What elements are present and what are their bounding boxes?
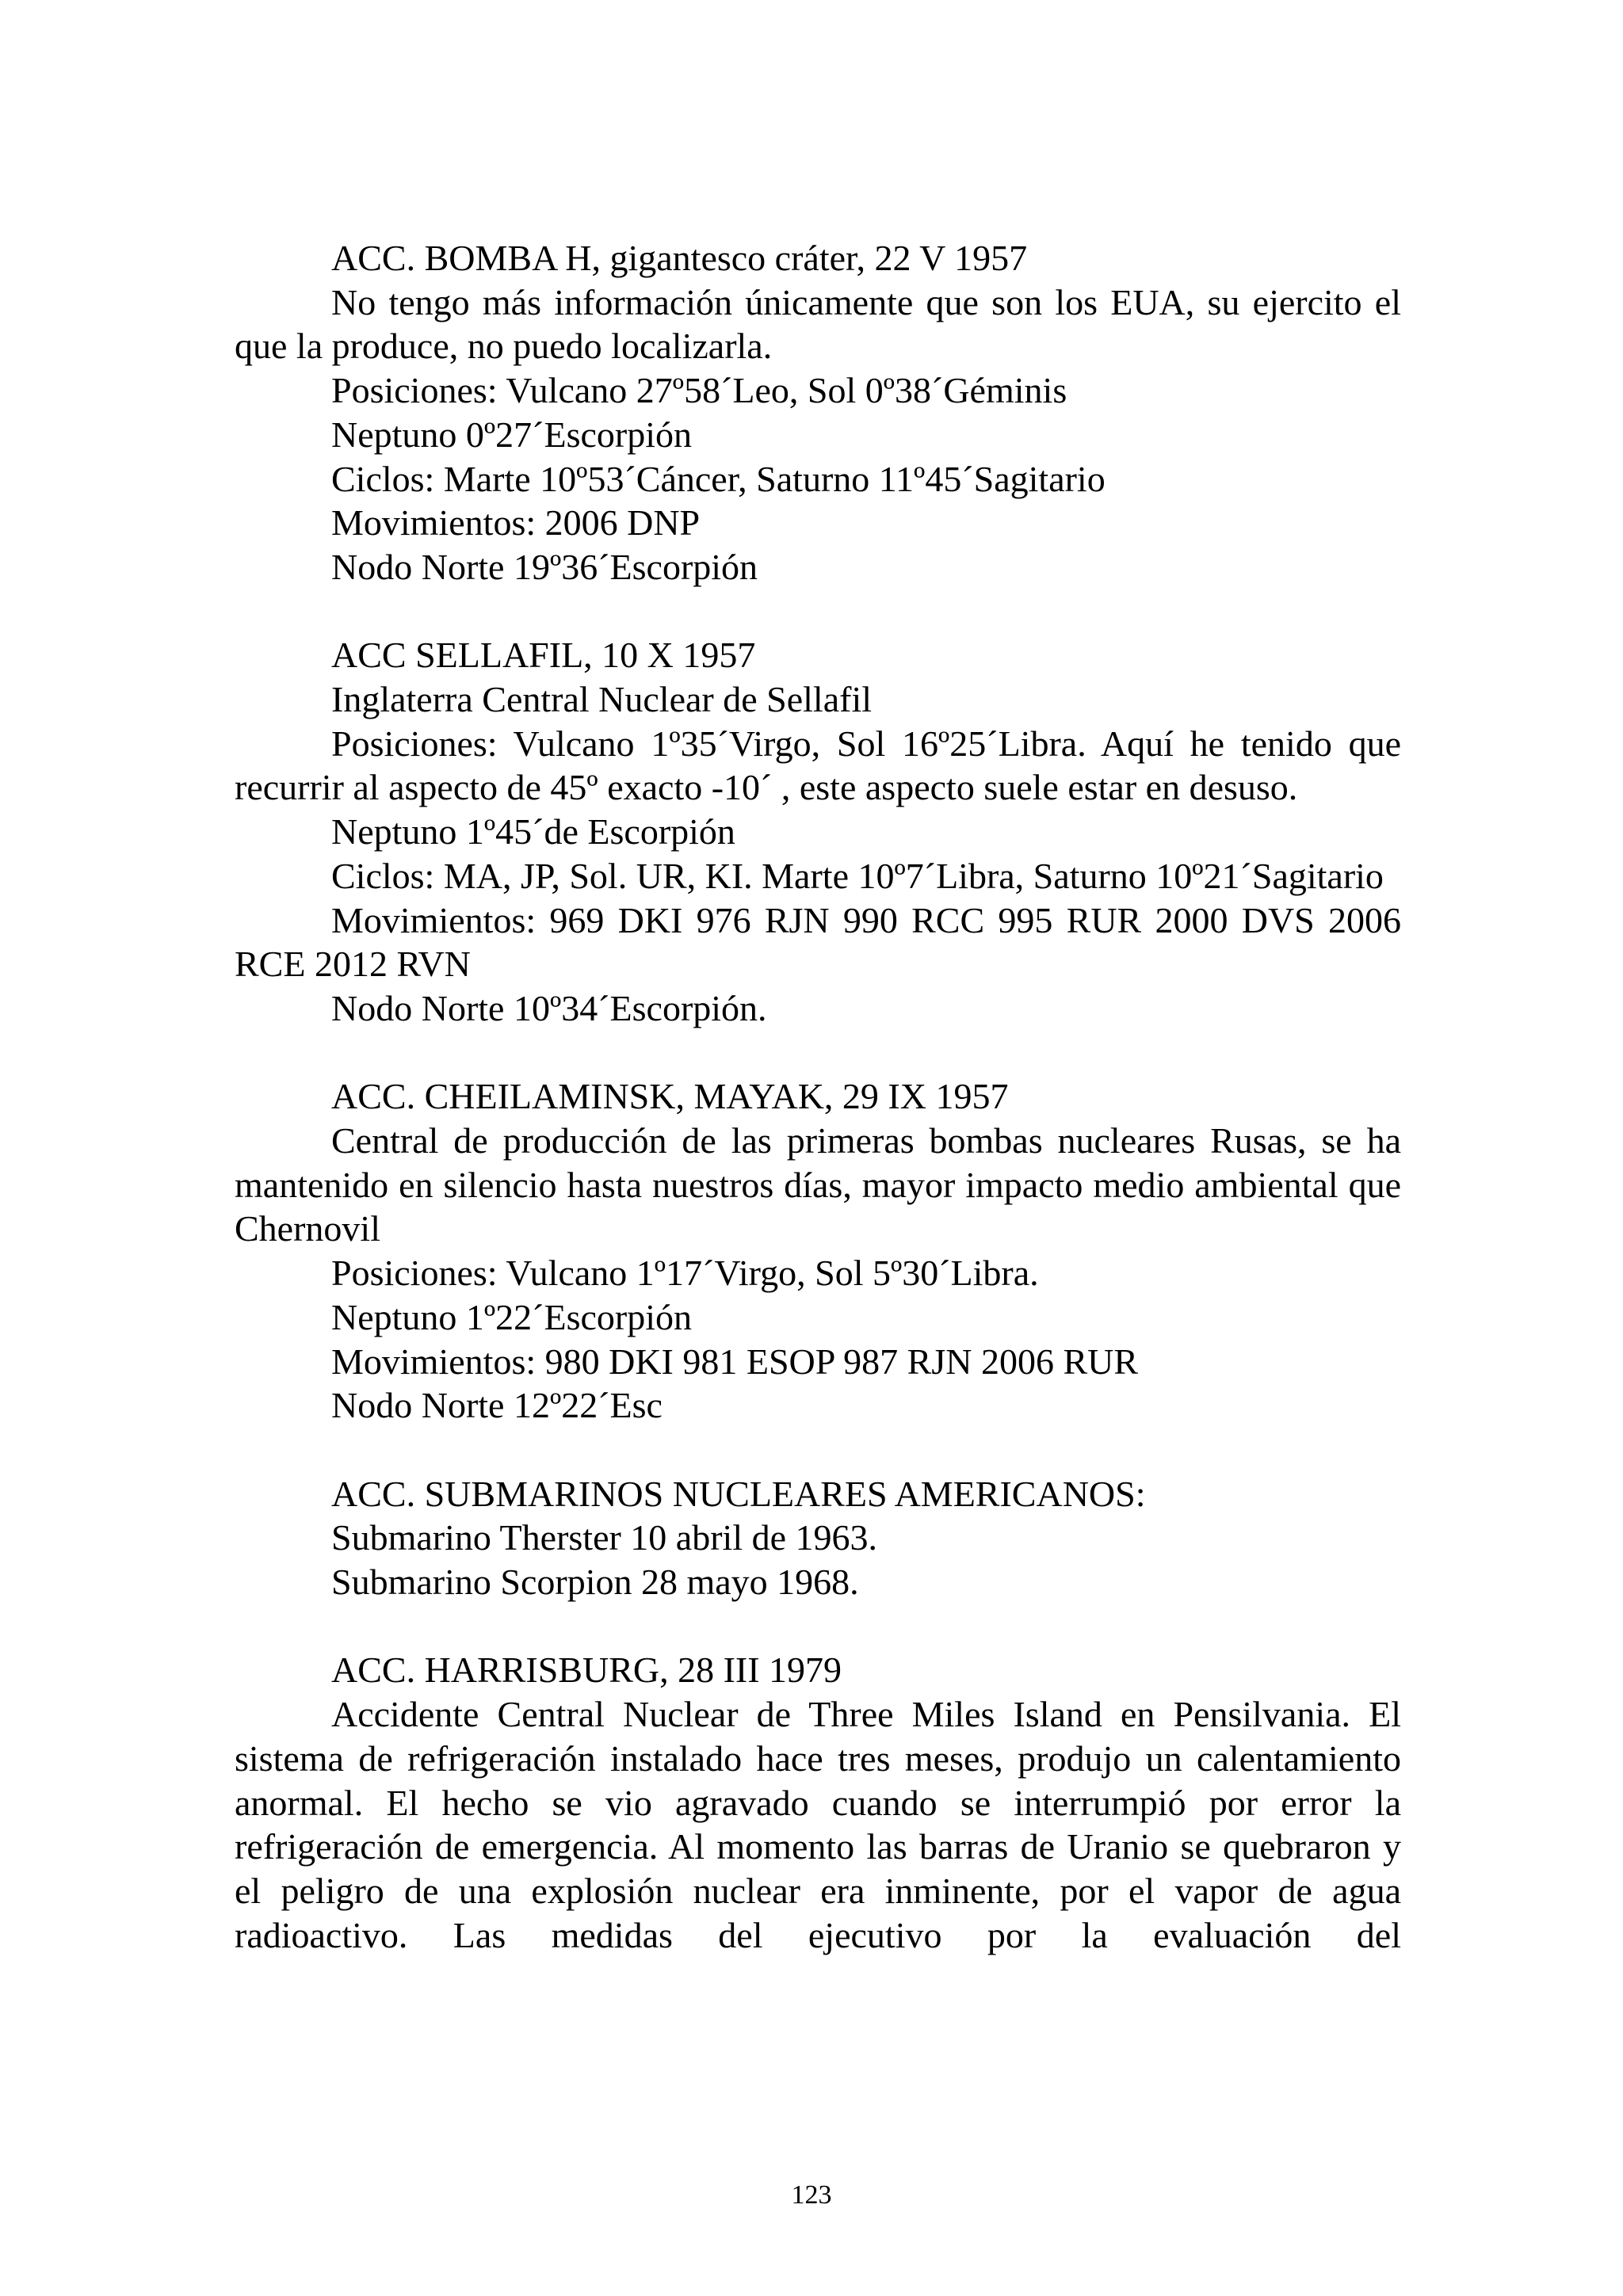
paragraph: Nodo Norte 10º34´Escorpión. <box>331 987 767 1028</box>
paragraph: Posiciones: Vulcano 1º17´Virgo, Sol 5º30´Libra. <box>331 1253 1039 1294</box>
section-heading: ACC. BOMBA H, gigantesco cráter, 22 V 1957 <box>331 238 1028 278</box>
paragraph: No tengo más información únicamente que son los EUA, su ejercito el que la produce, no puedo localizarla. <box>235 281 1401 367</box>
section-sellafil <box>235 633 1401 1030</box>
paragraph: Submarino Scorpion 28 mayo 1968. <box>331 1562 859 1603</box>
paragraph: Movimientos: 2006 DNP <box>331 502 701 543</box>
page-body <box>235 236 1401 1957</box>
section-bomba-h <box>235 236 1401 589</box>
section-cheilaminsk <box>235 1074 1401 1428</box>
section-heading: ACC. HARRISBURG, 28 III 1979 <box>331 1650 842 1691</box>
paragraph: Nodo Norte 12º22´Esc <box>331 1385 663 1426</box>
section-heading: ACC. CHEILAMINSK, MAYAK, 29 IX 1957 <box>331 1076 1009 1117</box>
paragraph: Ciclos: MA, JP, Sol. UR, KI. Marte 10º7´Libra, Saturno 10º21´Sagitario <box>331 855 1384 896</box>
paragraph: Neptuno 0º27´Escorpión <box>331 414 693 455</box>
section-heading: ACC. SUBMARINOS NUCLEARES AMERICANOS: <box>331 1473 1146 1514</box>
page-number: 123 <box>791 2180 832 2210</box>
section-spacer <box>235 589 1401 634</box>
paragraph: Neptuno 1º45´de Escorpión <box>331 811 735 852</box>
section-heading: ACC SELLAFIL, 10 X 1957 <box>331 635 756 676</box>
paragraph: Central de producción de las primeras bombas nucleares Rusas, se ha mantenido en silencio hasta nuestros días, mayor impacto medio ambiental que Chernovil <box>235 1120 1401 1249</box>
paragraph: Movimientos: 980 DKI 981 ESOP 987 RJN 2006 RUR <box>331 1341 1139 1382</box>
section-submarinos <box>235 1472 1401 1604</box>
paragraph: Ciclos: Marte 10º53´Cáncer, Saturno 11º45´Sagitario <box>331 458 1106 499</box>
section-spacer <box>235 1031 1401 1075</box>
paragraph: Submarino Therster 10 abril de 1963. <box>331 1517 878 1558</box>
paragraph: Neptuno 1º22´Escorpión <box>331 1296 693 1337</box>
section-spacer <box>235 1604 1401 1649</box>
section-spacer <box>235 1428 1401 1472</box>
section-harrisburg <box>235 1648 1401 1957</box>
paragraph: Movimientos: 969 DKI 976 RJN 990 RCC 995 RUR 2000 DVS 2006 RCE 2012 RVN <box>235 899 1401 985</box>
paragraph: Nodo Norte 19º36´Escorpión <box>331 546 758 587</box>
paragraph: Inglaterra Central Nuclear de Sellafil <box>331 679 873 720</box>
paragraph: Posiciones: Vulcano 27º58´Leo, Sol 0º38´Géminis <box>331 370 1067 411</box>
paragraph: Posiciones: Vulcano 1º35´Virgo, Sol 16º25´Libra. Aquí he tenido que recurrir al aspecto de 45º exacto -10´ , este aspecto suele estar en desuso. <box>235 723 1401 808</box>
paragraph: Accidente Central Nuclear de Three Miles Island en Pensilvania. El sistema de refrigeración instalado hace tres meses, produjo un calentamiento anormal. El hecho se vio agravado cuando se interrumpió por error la refrigeración de emergencia. Al momento las barras de Uranio se quebraron y el peligro de una explosión nuclear era inminente, por el vapor de agua radioactivo. Las medidas del ejecutivo por la evaluación del <box>235 1694 1401 1955</box>
